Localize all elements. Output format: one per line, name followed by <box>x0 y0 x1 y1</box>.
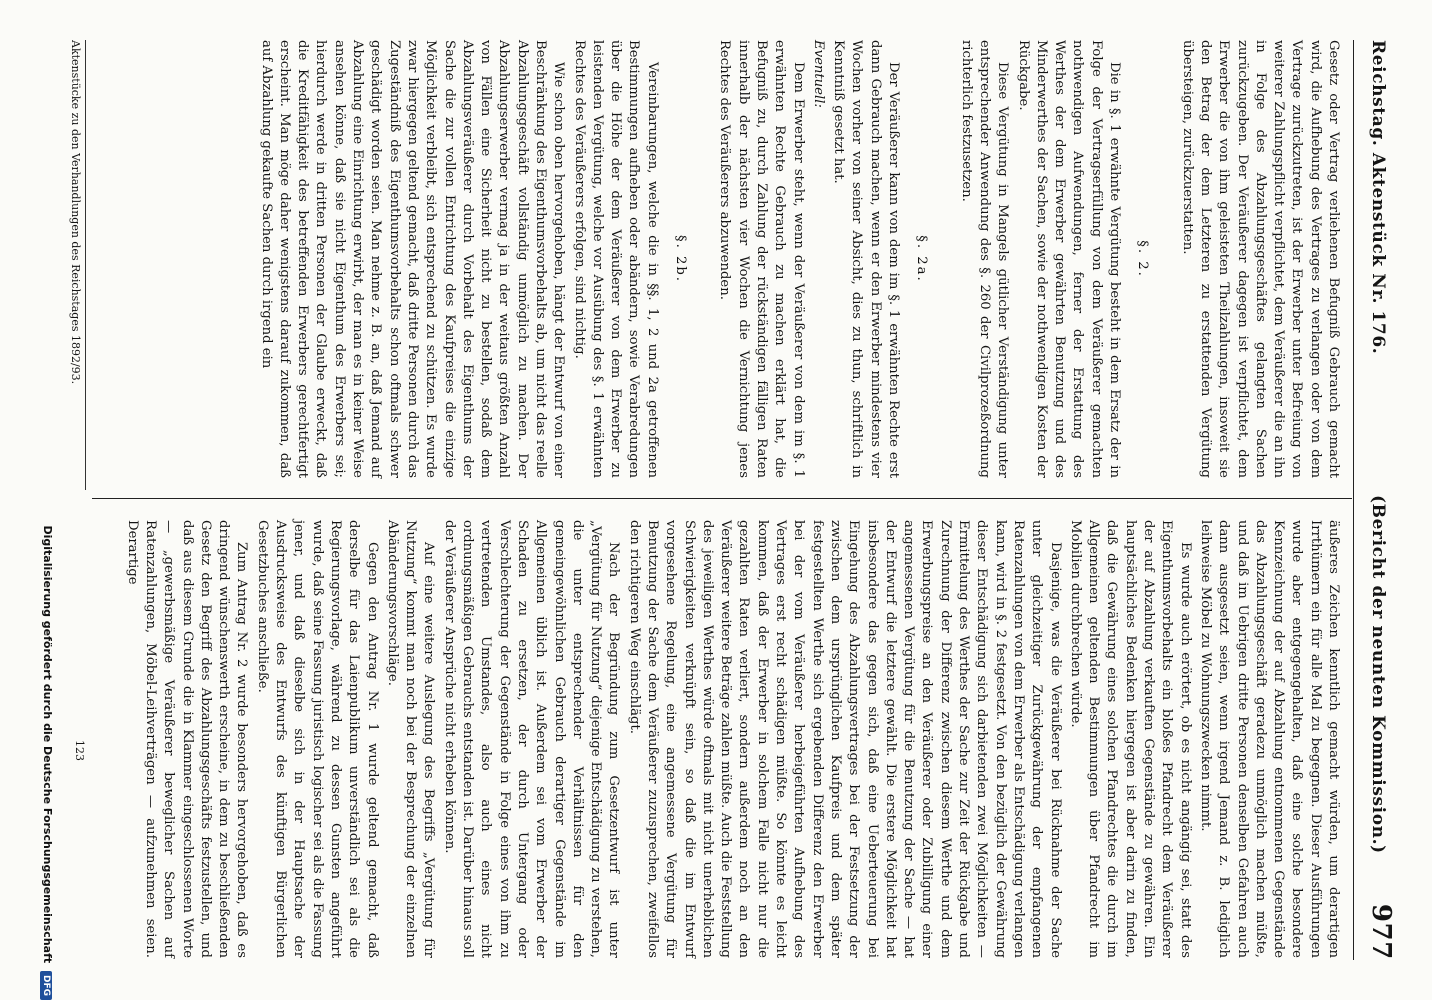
right-column <box>120 520 1342 958</box>
digitization-text: Digitalisierung gefördert durch die Deutsche Forschungsgemeinschaft <box>41 525 54 964</box>
left-column <box>254 40 1342 478</box>
paragraph: Es wurde auch erörtert, ob es nicht angängig sei, statt des Eigenthumsvorbehalts ein bloßes Pfandrecht dem Veräußerer der auf Abzahlung verkauften Gegenstände zu gewähren. Ein hauptsächliches Bedenken hiergegen ist aber darin zu finden, daß die Gewährung eines solchen Pfandrechtes die durch im Allgemeinen geltenden Bestimmungen über Pfandrecht im Mobilien durchbrechen würde. <box>1067 520 1193 958</box>
paragraph: Gegen den Antrag Nr. 1 wurde geltend gemacht, daß derselbe für das Laienpublikum unverständlich sei als die Regierungsvorlage, während zu dessen Gunsten angeführt wurde, daß seine Fassung juristisch logischer sei als die Fassung jener, und daß dieselbe sich in der Hauptsache der Ausdrucksweise des Entwurfs des künftigen Bürgerlichen Gesetzbuches anschließe. <box>254 520 380 958</box>
section-heading: §. 2a. <box>914 235 930 283</box>
paragraph: Dem Erwerber steht, wenn der Veräußerer von dem im §. 1 erwähnten Rechte Gebrauch zu machen erklärt hat, die Befugniß zu, durch Zahlung der rückständigen fälligen Raten innerhalb der nächsten vier Wochen die Vernichtung jenes Rechtes des Veräußerers abzuwenden. <box>717 40 806 478</box>
paragraph: Die in §. 1 erwähnte Vergütung besteht in dem Ersatz der in Folge der Vertragserfüllung von dem Veräußerer gemachten nothwendigen Aufwendungen, ferner der Erstattung des Werthes der dem Erwerber gewährten Benutzung und des Minderwerthes der Sachen, sowie der nothwendigen Kosten der Rückgabe. <box>1015 40 1123 478</box>
page-header <box>1356 40 1396 960</box>
paragraph: äußeres Zeichen kenntlich gemacht würden, um derartigen Irrthümern ein für alle Mal zu begegnen. Dieser Ausführungen wurde aber entgegengehalten, daß eine solche besondere Kennzeichnung der auf Abzahlung entnommenen Gegenstände das Abzahlungsgeschäft geradezu unmöglich machen müßte, und daß im Uebrigen dritte Personen denselben Gefahren auch dann ausgesetzt seien, wenn irgend Jemand z. B. lediglich leihweise Möbel zu Wohnungszwecken nimmt. <box>1197 520 1341 958</box>
paragraph: Dasjenige, was die Veräußerer bei Rücknahme der Sache unter gleichzeitiger Zurückgewährung der empfangenen Ratenzahlungen von dem Erwerber als Entschädigung verlangen kann, wird in §. 2 festgesetzt. Von den bezüglich der Gewährung dieser Entschädigung sich darbietenden zwei Möglichkeiten — Ermittelung des Werthes der Sache zur Zeit der Rückgabe und Zurechnung der Differenz zwischen diesem Werthe und dem Erwerbungspreise an den Veräußerer oder Zubilligung einer angemessenen Vergütung für die Benutzung der Sache — hat der Entwurf die letztere gewählt. Die erstere Möglichkeit hat insbesondere das gegen sich, daß eine Ueberteuerung bei Eingehung des Abzahlungsvertrages bei der Festsetzung der zwischen dem ursprünglichen Kaufpreis und dem später festgestellten Werthe sich ergebenden Differenz den Erwerber bei der vom Veräußerer herbeigeführten Aufhebung des Vertrages erst recht schädigen müßte. So könnte es leicht kommen, daß der Erwerber in solchem Falle nicht nur die gezahlten Raten verliert, sondern außerdem noch an den Veräußerer weitere Beträge zahlen müßte. Auch die Feststellung des jeweiligen Werthes würde oftmals mit nicht unerheblichen Schwierigkeiten verknüpft sein, so daß die im Entwurf vorgesehene Regelung, eine angemessene Vergütung für Benutzung der Sache dem Veräußerer zuzusprechen, zweifellos den richtigeren Weg einschlägt. <box>626 520 1063 958</box>
paragraph: Nach der Begründung zum Gesetzentwurf ist unter „Vergütung für Nutzung“ diejenige Entschädigung zu verstehen, die unter entsprechender Verhältnissen für den gemeingewöhnlichen Gebrauch derartiger Gegenstände im Allgemeinen üblich ist. Außerdem sei vom Erwerber der Schaden zu ersetzen, der durch Untergang oder Verschlechterung der Gegenstände in Folge eines von ihm zu vertretenden Umstandes, also auch eines nicht ordnungsmäßigen Gebrauchs entstanden ist. Darüber hinaus soll der Veräußerer Ansprüche nicht erheben können. <box>441 520 622 958</box>
dfg-logo: DFG <box>40 971 52 1000</box>
eventuell-label: Eventuell: <box>810 40 826 108</box>
paragraph: Auf eine weitere Auslegung des Begriffs „Vergütung für Nutzung“ kommt man noch bei der Besprechung der einzelnen Abänderungsvorschläge. <box>384 520 437 958</box>
paragraph: Vereinbarungen, welche die in §§. 1, 2 und 2a getroffenen Bestimmungen aufheben oder abändern, sowie Verabredungen über die Höhe der dem Veräußerer von dem Erwerber zu leistenden Vergütung, welche vor Ausübung des §. 1 erwähnten Rechtes des Veräußerers erfolgen, sind nichtig. <box>571 40 660 478</box>
paragraph: Der Veräußerer kann von dem im §. 1 erwähnten Rechte erst dann Gebrauch machen, wenn er den Erwerber mindestens vier Wochen vorher von seiner Absicht, dies zu thun, schriftlich in Kenntniß gesetzt hat. <box>831 40 902 478</box>
section-heading: §. 2. <box>1135 240 1151 278</box>
column-divider <box>92 498 1352 499</box>
header-left: Reichstag. Aktenstück Nr. 176. <box>1368 40 1388 355</box>
page-number: 977 <box>1366 903 1396 960</box>
header-middle: (Bericht der neunten Kommission.) <box>1368 495 1388 854</box>
paragraph: Gesetz oder Vertrag verliehenen Befugniß Gebrauch gemacht wird, die Aufhebung des Vertrages zu verlangen oder von dem Vertrage zurückzutreten, ist der Erwerber unter Befreiung von weiterer Zahlungspflicht verpflichtet, dem Veräußerer die an ihn in Folge des Abzahlungsgeschäftes gelangten Sachen zurückzugeben. Der Veräußerer dagegen ist verpflichtet, dem Erwerber die von ihm geleisteten Theilzahlungen, insoweit sie den Betrag der dem Letzteren zu erstattenden Vergütung übersteigen, zurückzuerstatten. <box>1179 40 1341 478</box>
section-heading: §. 2b. <box>673 234 689 283</box>
digitization-credit <box>36 0 54 1000</box>
paragraph: Diese Vergütung in Mangels gütlicher Verständigung unter entsprechender Anwendung des §. 260 der Civilprozeßordnung richterlich festzusetzen. <box>958 40 1011 478</box>
paragraph: Wie schon oben hervorgehoben, hängt der Entwurf von einer Beschränkung des Eigenthumsvorbehalts ab, um nicht das reelle Abzahlungsgeschäft vollständig unmöglich zu machen. Der Abzahlungserwerber vermag ja in der weitaus größten Anzahl von Fällen eine Sicherheit nicht zu bestellen, sodaß dem Abzahlungsveräußerer durch Vorbehalt des Eigenthums der Sache die zur vollen Entrichtung des Kaufpreises die einzige Möglichkeit verbleibt, sich entsprechend zu schützen. Es wurde zwar hiergegen geltend gemacht, daß dritte Personen durch das Zugeständniß des Eigenthumsvorbehalts schon oftmals schwer geschädigt worden seien. Man nehme z. B. an, daß Jemand auf Abzahlung eine Einrichtung erwirbt, der man es in keiner Weise ansehen könne, daß sie nicht Eigenthum des Erwerbers sei; hierdurch werde in dritten Personen der Glaube erweckt, daß die Kreditfähigkeit des betreffenden Erwerbers gerechtfertigt erscheint. Man möge daher wenigstens darauf zukommen, daß auf Abzahlung gekaufte Sachen durch irgend ein <box>258 40 567 478</box>
footnote: Aktenstücke zu den Verhandlungen des Reichstages 1892/93. <box>69 40 86 490</box>
paragraph: Zum Antrag Nr. 2 wurde besonders hervorgehoben, daß es dringend wünschenswerth erscheine, in dem zu beschließenden Gesetz den Begriff des Abzahlungsgeschäfts festzustellen, und daß aus diesem Grunde die in Klammer eingeschlossenen Worte — „gewerbsmäßige Veräußerer beweglicher Sachen auf Ratenzahlungen, Möbel-Leihverträgen — aufzunehmen seien. Derartige <box>124 520 250 958</box>
sheet-number: 123 <box>73 740 86 761</box>
header-rule <box>1353 40 1354 960</box>
